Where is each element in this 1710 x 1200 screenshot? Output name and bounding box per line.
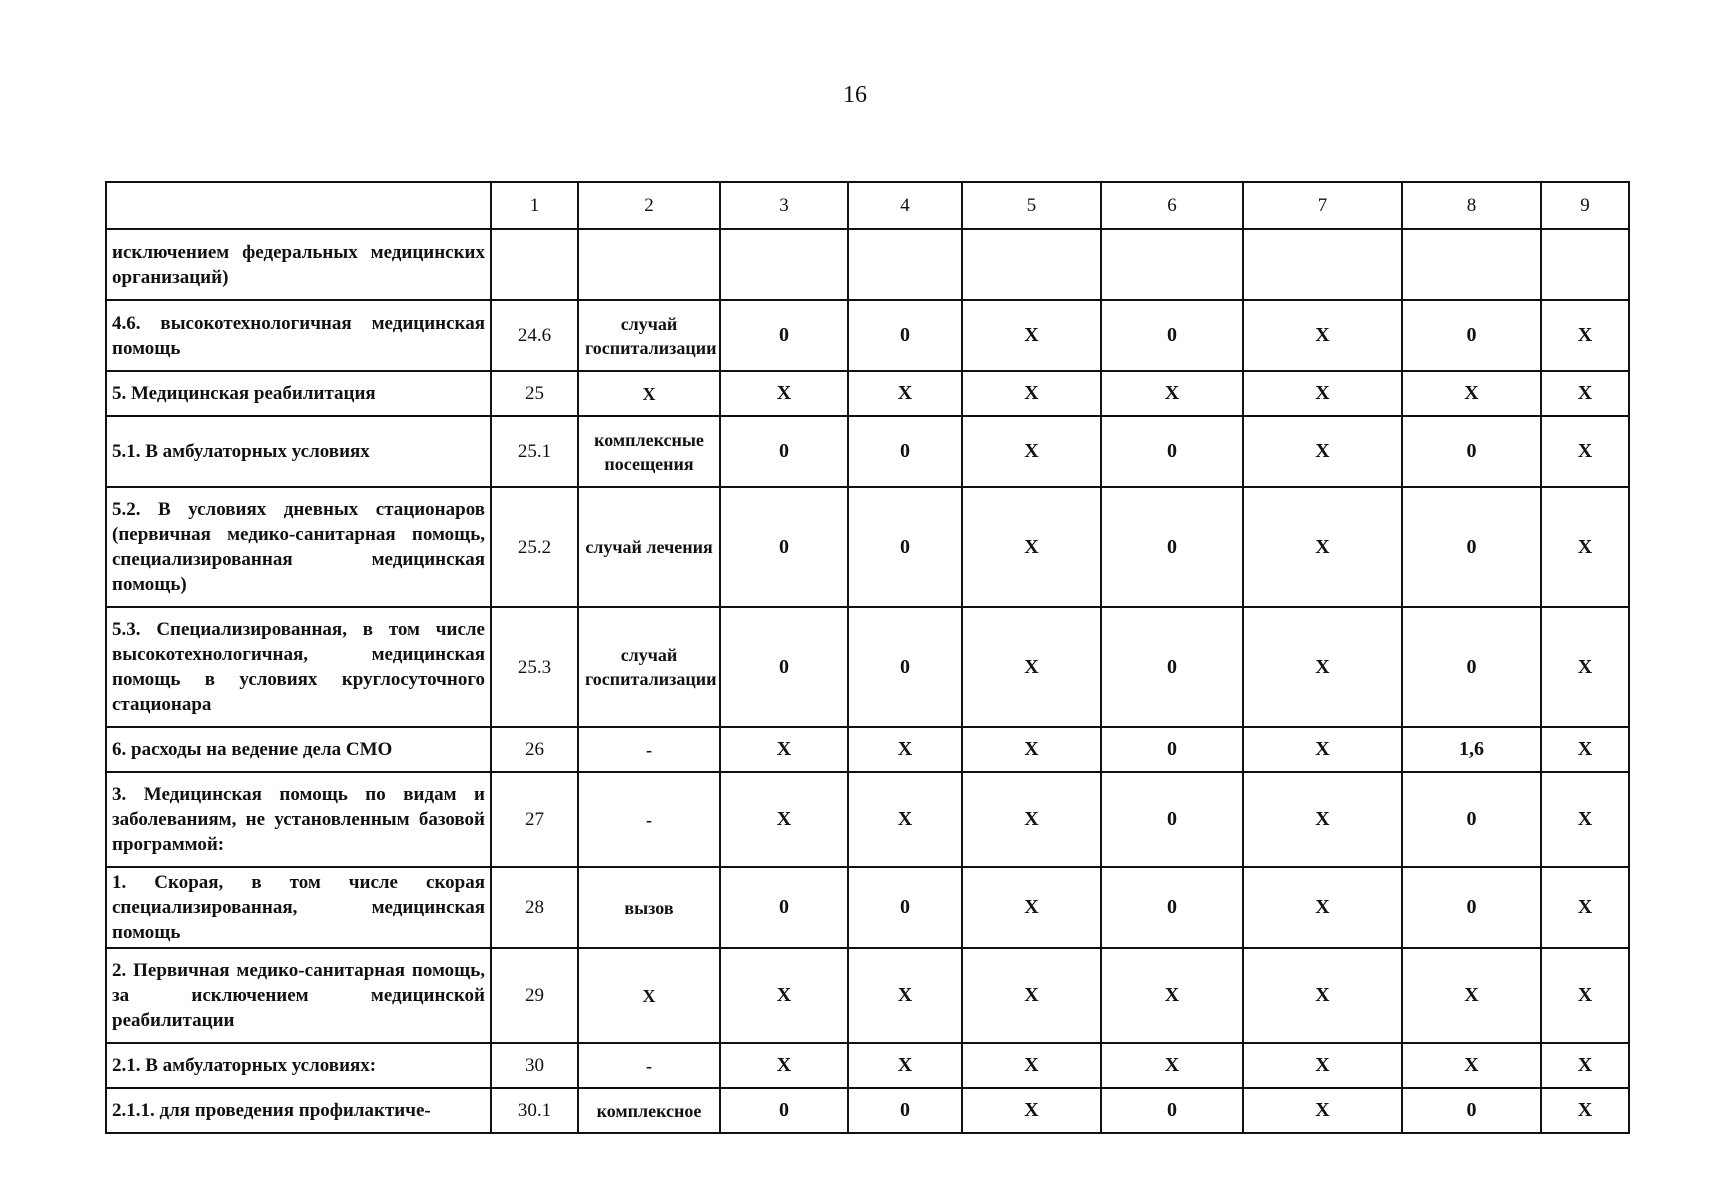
- row-value-cell: X: [1541, 867, 1629, 948]
- row-unit-cell: -: [578, 1043, 720, 1088]
- row-value-cell: X: [1243, 1088, 1402, 1133]
- row-code-cell: 27: [491, 772, 578, 867]
- row-value-cell: X: [1243, 607, 1402, 727]
- row-value-cell: 0: [720, 487, 848, 607]
- row-unit-cell: вызов: [578, 867, 720, 948]
- row-value-cell: 0: [720, 416, 848, 487]
- row-value-cell: 0: [1402, 607, 1541, 727]
- row-value-cell: 0: [848, 867, 962, 948]
- row-value-cell: X: [1101, 1043, 1243, 1088]
- column-header: 5: [962, 182, 1101, 229]
- row-value-cell: X: [962, 948, 1101, 1043]
- row-value-cell: X: [1541, 1088, 1629, 1133]
- row-value-cell: [1243, 229, 1402, 300]
- row-value-cell: X: [1541, 487, 1629, 607]
- row-value-cell: X: [962, 772, 1101, 867]
- row-code-cell: 25: [491, 371, 578, 416]
- row-value-cell: X: [1402, 371, 1541, 416]
- row-value-cell: 0: [720, 867, 848, 948]
- table-row: [106, 1088, 1629, 1133]
- row-unit-cell: комплексное: [578, 1088, 720, 1133]
- row-value-cell: X: [1243, 416, 1402, 487]
- row-value-cell: X: [720, 948, 848, 1043]
- row-value-cell: X: [720, 727, 848, 772]
- row-value-cell: X: [1243, 867, 1402, 948]
- row-value-cell: X: [1243, 727, 1402, 772]
- column-header: 6: [1101, 182, 1243, 229]
- row-value-cell: 0: [1101, 416, 1243, 487]
- row-unit-cell: случай госпитализации: [578, 607, 720, 727]
- row-value-cell: X: [1541, 727, 1629, 772]
- row-value-cell: X: [848, 1043, 962, 1088]
- table-row: [106, 416, 1629, 487]
- table-row: [106, 1043, 1629, 1088]
- row-value-cell: X: [962, 416, 1101, 487]
- column-header: 4: [848, 182, 962, 229]
- row-value-cell: [1541, 229, 1629, 300]
- row-value-cell: X: [1243, 371, 1402, 416]
- row-value-cell: 0: [848, 416, 962, 487]
- row-value-cell: 0: [1101, 607, 1243, 727]
- row-unit-cell: [578, 229, 720, 300]
- row-value-cell: X: [962, 867, 1101, 948]
- row-value-cell: X: [848, 948, 962, 1043]
- table-row: [106, 948, 1629, 1043]
- page-number: 16: [843, 82, 867, 108]
- row-name-cell: исключением федеральных медицинских организаций): [106, 229, 491, 300]
- row-code-cell: [491, 229, 578, 300]
- row-value-cell: X: [1243, 1043, 1402, 1088]
- row-value-cell: [962, 229, 1101, 300]
- row-value-cell: X: [848, 772, 962, 867]
- row-code-cell: 28: [491, 867, 578, 948]
- row-value-cell: 0: [1402, 772, 1541, 867]
- row-code-cell: 25.3: [491, 607, 578, 727]
- row-value-cell: 1,6: [1402, 727, 1541, 772]
- row-value-cell: 0: [1101, 727, 1243, 772]
- row-name-cell: 2.1.1. для проведения профилактиче-: [106, 1088, 491, 1133]
- row-value-cell: X: [720, 772, 848, 867]
- table-row: [106, 229, 1629, 300]
- row-unit-cell: комплексные посещения: [578, 416, 720, 487]
- row-code-cell: 30: [491, 1043, 578, 1088]
- row-value-cell: X: [962, 371, 1101, 416]
- row-value-cell: X: [962, 300, 1101, 371]
- row-name-cell: 5. Медицинская реабилитация: [106, 371, 491, 416]
- row-value-cell: 0: [848, 1088, 962, 1133]
- row-name-cell: 4.6. высокотехнологичная медицинская помощь: [106, 300, 491, 371]
- row-value-cell: [1101, 229, 1243, 300]
- row-name-cell: 5.3. Специализированная, в том числе высокотехнологичная, медицинская помощь в условиях круглосуточного стационара: [106, 607, 491, 727]
- row-value-cell: X: [962, 487, 1101, 607]
- row-code-cell: 25.2: [491, 487, 578, 607]
- row-value-cell: 0: [1402, 1088, 1541, 1133]
- table-row: [106, 300, 1629, 371]
- column-header: 1: [491, 182, 578, 229]
- table-row: [106, 727, 1629, 772]
- row-value-cell: 0: [720, 1088, 848, 1133]
- row-value-cell: X: [962, 607, 1101, 727]
- row-code-cell: 30.1: [491, 1088, 578, 1133]
- row-unit-cell: X: [578, 948, 720, 1043]
- row-value-cell: X: [1243, 487, 1402, 607]
- row-unit-cell: -: [578, 772, 720, 867]
- row-value-cell: X: [1541, 772, 1629, 867]
- data-table: [105, 181, 1630, 1134]
- row-value-cell: X: [1243, 300, 1402, 371]
- row-value-cell: X: [1541, 416, 1629, 487]
- row-code-cell: 24.6: [491, 300, 578, 371]
- row-value-cell: X: [1541, 948, 1629, 1043]
- row-value-cell: 0: [1402, 487, 1541, 607]
- row-value-cell: [1402, 229, 1541, 300]
- row-value-cell: [848, 229, 962, 300]
- column-header: [106, 182, 491, 229]
- row-name-cell: 5.1. В амбулаторных условиях: [106, 416, 491, 487]
- row-value-cell: X: [962, 1043, 1101, 1088]
- row-unit-cell: случай лечения: [578, 487, 720, 607]
- row-value-cell: X: [1541, 1043, 1629, 1088]
- row-value-cell: X: [1101, 948, 1243, 1043]
- row-value-cell: X: [1243, 948, 1402, 1043]
- table-row: [106, 867, 1629, 948]
- row-value-cell: X: [1541, 371, 1629, 416]
- row-value-cell: 0: [720, 300, 848, 371]
- row-value-cell: X: [848, 371, 962, 416]
- column-header: 8: [1402, 182, 1541, 229]
- header-row: [106, 182, 1629, 229]
- row-value-cell: X: [962, 727, 1101, 772]
- row-value-cell: 0: [848, 487, 962, 607]
- row-name-cell: 1. Скорая, в том числе скорая специализированная, медицинская помощь: [106, 867, 491, 948]
- row-unit-cell: случай госпитализации: [578, 300, 720, 371]
- row-unit-cell: X: [578, 371, 720, 416]
- table-row: [106, 772, 1629, 867]
- row-value-cell: X: [720, 371, 848, 416]
- row-value-cell: X: [1541, 607, 1629, 727]
- row-name-cell: 5.2. В условиях дневных стационаров (первичная медико-санитарная помощь, специализированная медицинская помощь): [106, 487, 491, 607]
- row-value-cell: X: [1101, 371, 1243, 416]
- row-value-cell: 0: [1402, 416, 1541, 487]
- table-row: [106, 607, 1629, 727]
- row-name-cell: 3. Медицинская помощь по видам и заболеваниям, не установленным базовой программой:: [106, 772, 491, 867]
- row-value-cell: 0: [848, 300, 962, 371]
- table-row: [106, 487, 1629, 607]
- row-value-cell: 0: [1101, 300, 1243, 371]
- row-value-cell: 0: [1101, 487, 1243, 607]
- row-name-cell: 2. Первичная медико-санитарная помощь, за исключением медицинской реабилитации: [106, 948, 491, 1043]
- row-value-cell: 0: [1101, 1088, 1243, 1133]
- row-value-cell: X: [1541, 300, 1629, 371]
- row-value-cell: X: [720, 1043, 848, 1088]
- column-header: 2: [578, 182, 720, 229]
- row-value-cell: 0: [1101, 772, 1243, 867]
- row-code-cell: 26: [491, 727, 578, 772]
- row-value-cell: X: [848, 727, 962, 772]
- row-value-cell: X: [962, 1088, 1101, 1133]
- row-value-cell: [720, 229, 848, 300]
- row-value-cell: X: [1402, 1043, 1541, 1088]
- row-unit-cell: -: [578, 727, 720, 772]
- row-name-cell: 2.1. В амбулаторных условиях:: [106, 1043, 491, 1088]
- row-code-cell: 29: [491, 948, 578, 1043]
- column-header: 7: [1243, 182, 1402, 229]
- row-value-cell: 0: [1101, 867, 1243, 948]
- row-value-cell: 0: [1402, 867, 1541, 948]
- row-value-cell: 0: [848, 607, 962, 727]
- row-code-cell: 25.1: [491, 416, 578, 487]
- row-value-cell: X: [1243, 772, 1402, 867]
- column-header: 9: [1541, 182, 1629, 229]
- row-value-cell: 0: [720, 607, 848, 727]
- row-name-cell: 6. расходы на ведение дела СМО: [106, 727, 491, 772]
- column-header: 3: [720, 182, 848, 229]
- table-row: [106, 371, 1629, 416]
- row-value-cell: 0: [1402, 300, 1541, 371]
- row-value-cell: X: [1402, 948, 1541, 1043]
